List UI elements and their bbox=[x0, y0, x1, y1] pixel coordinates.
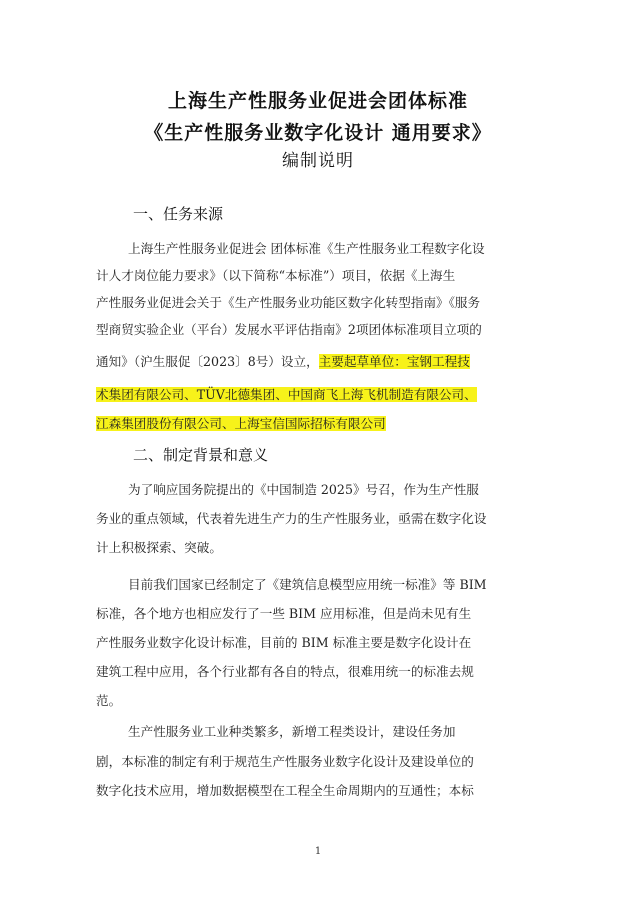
standard-title: 《生产性服务业数字化设计 通用要求》 bbox=[144, 122, 492, 144]
highlighted-text: 术集团有限公司、TÜV北德集团、中国商飞上海飞机制造有限公司、 bbox=[96, 387, 477, 402]
highlighted-text: 江森集团股份有限公司、上海宝信国际招标有限公司 bbox=[96, 416, 386, 431]
paragraph-line: 建筑工程中应用，各个行业都有各自的特点，很难用统一的标准去规 bbox=[96, 664, 474, 679]
paragraph-line bbox=[96, 385, 477, 405]
paragraph-line: 上海生产性服务业促进会 团体标准《生产性服务业工程数字化设 bbox=[128, 241, 485, 256]
paragraph-line: 务业的重点领域，代表着先进生产力的生产性服务业，亟需在数字化设 bbox=[96, 511, 487, 526]
page-number: 1 bbox=[314, 846, 322, 857]
paragraph-line: 目前我们国家已经制定了《建筑信息模型应用统一标准》等 BIM bbox=[128, 577, 487, 592]
paragraph-line: 标准，各个地方也相应发行了一些 BIM 应用标准，但是尚未见有生 bbox=[96, 606, 472, 621]
section-heading-task-source: 一、任务来源 bbox=[133, 205, 224, 223]
paragraph-line: 数字化技术应用，增加数据模型在工程全生命周期内的互通性；本标 bbox=[96, 783, 474, 798]
highlighted-text: 主要起草单位：宝钢工程技 bbox=[318, 354, 470, 369]
paragraph-line: 计上积极探索、突破。 bbox=[96, 540, 222, 555]
paragraph-line: 产性服务业促进会关于《生产性服务业功能区数字化转型指南》《服务 bbox=[96, 295, 481, 310]
section-heading-background: 二、制定背景和意义 bbox=[133, 446, 269, 464]
paragraph-line: 生产性服务业工业种类繁多，新增工程类设计，建设任务加 bbox=[128, 724, 456, 739]
paragraph-line: 通知》（沪生服促〔2023〕8号）设立，主要起草单位：宝钢工程技 bbox=[96, 354, 470, 369]
paragraph-line: 产性服务业数字化设计标准，目前的 BIM 标准主要是数字化设计在 bbox=[96, 635, 472, 650]
paragraph-line: 剧，本标准的制定有利于规范生产性服务业数字化设计及建设单位的 bbox=[96, 754, 474, 769]
paragraph-line: 为了响应国务院提出的《中国制造 2025》号召，作为生产性服 bbox=[128, 482, 479, 497]
paragraph-line bbox=[96, 414, 386, 434]
paragraph-line: 计人才岗位能力要求》（以下简称“本标准”）项目，依据《上海生 bbox=[96, 268, 456, 283]
org-title: 上海生产性服务业促进会团体标准 bbox=[167, 90, 468, 112]
doc-type-title: 编制说明 bbox=[282, 151, 354, 171]
paragraph-line: 型商贸实验企业（平台）发展水平评估指南》2项团体标准项目立项的 bbox=[96, 322, 482, 337]
paragraph-line: 范。 bbox=[96, 693, 122, 708]
